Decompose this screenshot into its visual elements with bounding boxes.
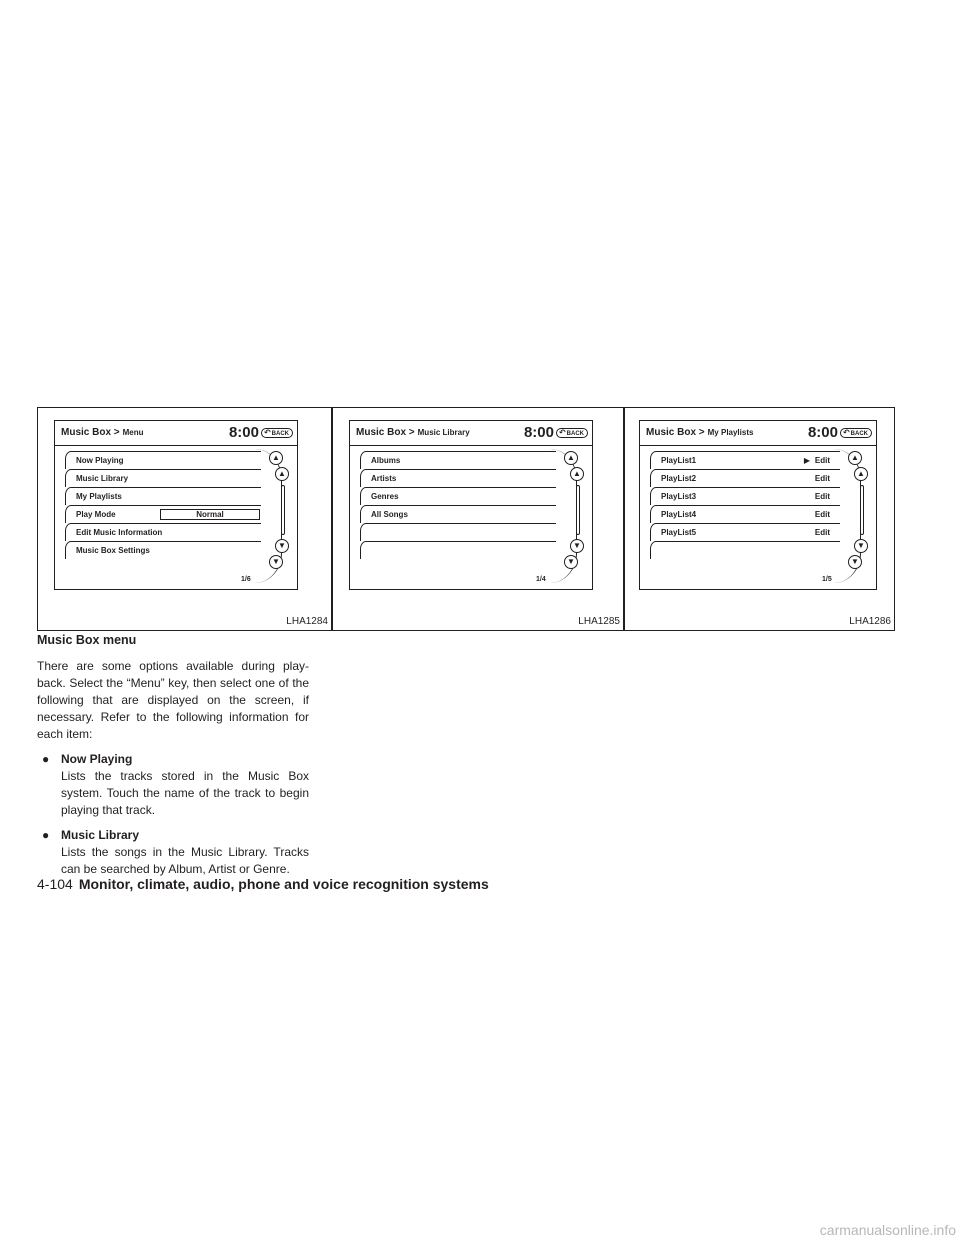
scroll-up-icon[interactable]: ▲ [564,451,578,465]
play-triangle-icon: ▶ [803,456,810,465]
menu-item-music-library[interactable]: Music Library [65,469,261,487]
scroll-down-icon[interactable]: ▼ [564,555,578,569]
clock: 8:00 [523,424,554,441]
scroll-up-icon[interactable]: ▲ [854,467,868,481]
figure-music-library [332,407,624,631]
playlist-name: PlayList2 [661,474,697,483]
back-button[interactable]: ↶ BACK [840,428,872,438]
figure-code: LHA1286 [849,616,891,627]
figure-code: LHA1285 [578,616,620,627]
menu-item-play-mode[interactable] [65,505,261,523]
scrollbar[interactable] [281,485,285,535]
bullet-title: Music Library [61,828,140,842]
bullet-icon: ● [42,828,50,842]
body-text [37,632,309,886]
section-title: Music Box menu [37,633,137,647]
screen-subtitle: Music Library [417,428,470,437]
scroll-down-icon[interactable]: ▼ [269,555,283,569]
menu-item-artists[interactable]: Artists [360,469,556,487]
menu-item-all-songs[interactable]: All Songs [360,505,556,523]
scroll-down-icon[interactable]: ▼ [275,539,289,553]
screen-header [55,421,297,446]
back-button[interactable]: ↶ BACK [556,428,588,438]
bullet-now-playing [37,751,309,819]
page-footer [37,876,489,892]
playlist-name: PlayList1 [661,456,697,465]
menu-item-empty [360,541,556,559]
edit-button[interactable]: Edit [814,456,830,465]
menu-item-my-playlists[interactable]: My Playlists [65,487,261,505]
playlist-item[interactable] [650,469,840,487]
screen-title: Music Box > Music Library [356,427,470,438]
scrollbar[interactable] [576,485,580,535]
page-indicator: 1/5 [822,576,832,583]
scrollbar[interactable] [860,485,864,535]
figure-my-playlists [624,407,895,631]
page-indicator: 1/6 [241,576,251,583]
clock: 8:00 [228,424,259,441]
screen-title: Music Box > Menu [61,427,144,438]
screen-header [640,421,876,446]
menu-item-empty [360,523,556,541]
scroll-up-icon[interactable]: ▲ [269,451,283,465]
menu-item-now-playing[interactable]: Now Playing [65,451,261,469]
screen-subtitle: Menu [122,428,144,437]
screen-title: Music Box > My Playlists [646,427,754,438]
menu-item-genres[interactable]: Genres [360,487,556,505]
menu-item-play-mode-label: Play Mode [76,510,116,519]
scroll-down-icon[interactable]: ▼ [848,555,862,569]
bullet-title: Now Playing [61,752,133,766]
bullet-icon: ● [42,752,50,766]
playlist-item[interactable] [650,505,840,523]
back-arrow-icon: ↶ [264,428,271,437]
back-arrow-icon: ↶ [559,428,566,437]
playlist-name: PlayList3 [661,492,697,501]
page-indicator: 1/4 [536,576,546,583]
back-button[interactable]: ↶ BACK [261,428,293,438]
scroll-down-icon[interactable]: ▼ [854,539,868,553]
screen-subtitle: My Playlists [707,428,754,437]
scroll-up-icon[interactable]: ▲ [570,467,584,481]
bullet-description: Lists the tracks stored in the Music Box system. Touch the name of the track to begin playing that track. [61,769,309,817]
screen-music-box-menu [54,420,298,590]
edit-button[interactable]: Edit [814,528,830,537]
playlist-item[interactable] [650,523,840,541]
playlist-name: PlayList5 [661,528,697,537]
playlist-name: PlayList4 [661,510,697,519]
screen-header [350,421,592,446]
menu-item-music-box-settings[interactable]: Music Box Settings [65,541,261,559]
play-mode-value[interactable]: Normal [160,509,260,520]
back-arrow-icon: ↶ [843,428,850,437]
clock: 8:00 [807,424,838,441]
edit-button[interactable]: Edit [814,510,830,519]
edit-button[interactable]: Edit [814,474,830,483]
watermark: carmanualsonline.info [819,1222,956,1238]
playlist-item-empty [650,541,840,559]
edit-button[interactable]: Edit [814,492,830,501]
intro-paragraph: There are some options available during play-back. Select the “Menu” key, then select one of the following that are displayed on the screen, if necessary. Refer to the following information for each item: [37,659,309,741]
scroll-down-icon[interactable]: ▼ [570,539,584,553]
figure-code: LHA1284 [286,616,328,627]
scroll-up-icon[interactable]: ▲ [275,467,289,481]
figure-music-box-menu [37,407,332,631]
page-number: 4-104 [37,876,73,892]
screen-my-playlists [639,420,877,590]
playlist-item[interactable] [650,451,840,469]
chapter-title: Monitor, climate, audio, phone and voice recognition systems [78,876,489,892]
scroll-up-icon[interactable]: ▲ [848,451,862,465]
bullet-music-library [37,827,309,878]
playlist-item[interactable] [650,487,840,505]
screen-music-library [349,420,593,590]
bullet-description: Lists the songs in the Music Library. Tracks can be searched by Album, Artist or Genre. [61,845,309,876]
menu-item-edit-music-information[interactable]: Edit Music Information [65,523,261,541]
menu-item-albums[interactable]: Albums [360,451,556,469]
